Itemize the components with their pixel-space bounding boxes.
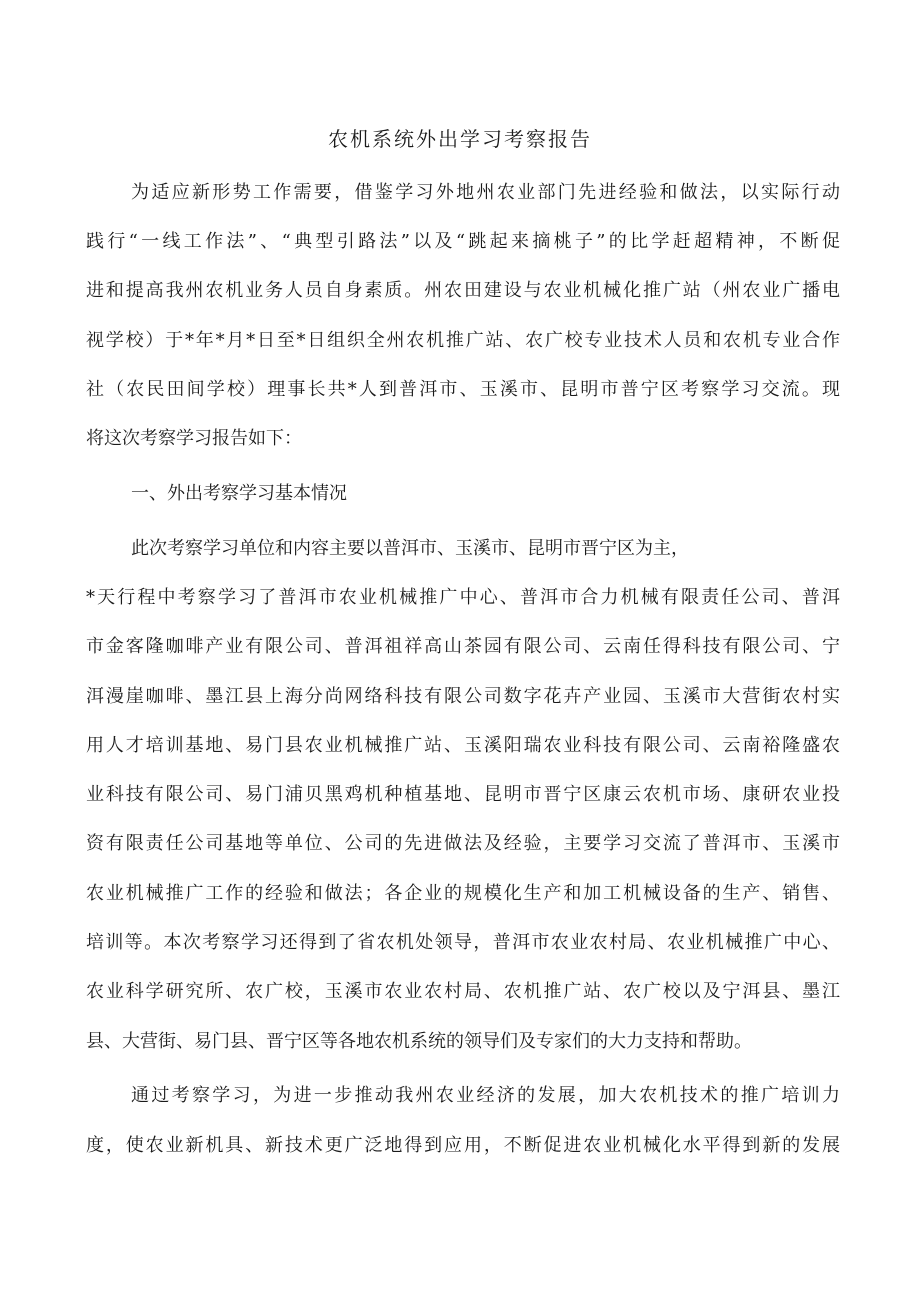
paragraph-2-line-6: 业科技有限公司、易门浦贝黑鸡机种植基地、昆明市晋宁区康云农机市场、康研农业投 (86, 784, 840, 805)
paragraph-2-line-5: 用人才培训基地、易门县农业机械推广站、玉溪阳瑞农业科技有限公司、云南裕隆盛农 (86, 735, 840, 756)
paragraph-3-line-2: 度，使农业新机具、新技术更广泛地得到应用，不断促进农业机械化水平得到新的发展 (86, 1135, 840, 1156)
document-title: 农机系统外出学习考察报告 (328, 127, 592, 151)
paragraph-2-line-10: 农业科学研究所、农广校，玉溪市农业农村局、农机推广站、农广校以及宁洱县、墨江 (86, 981, 840, 1002)
paragraph-2-line-8: 农业机械推广工作的经验和做法；各企业的规模化生产和加工机械设备的生产、销售、 (86, 883, 840, 904)
paragraph-3-line-1: 通过考察学习，为进一步推动我州农业经济的发展，加大农机技术的推广培训力 (131, 1085, 840, 1106)
paragraph-1-line-2: 践行“一线工作法”、“典型引路法”以及“跳起来摘桃子”的比学赶超精神，不断促 (86, 231, 840, 252)
paragraph-2-line-7: 资有限责任公司基地等单位、公司的先进做法及经验，主要学习交流了普洱市、玉溪市 (86, 833, 840, 854)
paragraph-1-line-1: 为适应新形势工作需要，借鉴学习外地州农业部门先进经验和做法，以实际行动 (131, 182, 840, 203)
section-heading-1: 一、外出考察学习基本情况 (131, 483, 347, 504)
paragraph-2-line-11: 县、大营街、易门县、晋宁区等各地农机系统的领导们及专家们的大力支持和帮助。 (86, 1031, 752, 1052)
paragraph-2-line-3: 市金客隆咖啡产业有限公司、普洱祖祥高山茶园有限公司、云南任得科技有限公司、宁 (86, 636, 840, 657)
paragraph-2-line-2: *天行程中考察学习了普洱市农业机械推广中心、普洱市合力机械有限责任公司、普洱 (86, 587, 840, 608)
paragraph-2-line-4: 洱漫崖咖啡、墨江县上海分尚网络科技有限公司数字花卉产业园、玉溪市大营街农村实 (86, 686, 840, 707)
paragraph-1-line-6: 将这次考察学习报告如下： (86, 428, 302, 449)
paragraph-1-line-3: 进和提高我州农机业务人员自身素质。州农田建设与农业机械化推广站（州农业广播电 (86, 280, 840, 301)
paragraph-1-line-5: 社（农民田间学校）理事长共*人到普洱市、玉溪市、昆明市普宁区考察学习交流。现 (86, 379, 840, 400)
paragraph-2-line-9: 培训等。本次考察学习还得到了省农机处领导，普洱市农业农村局、农业机械推广中心、 (86, 932, 840, 953)
paragraph-1-line-4: 视学校）于*年*月*日至*日组织全州农机推广站、农广校专业技术人员和农机专业合作 (86, 330, 840, 351)
paragraph-2-line-1: 此次考察学习单位和内容主要以普洱市、玉溪市、昆明市晋宁区为主， (131, 538, 689, 559)
